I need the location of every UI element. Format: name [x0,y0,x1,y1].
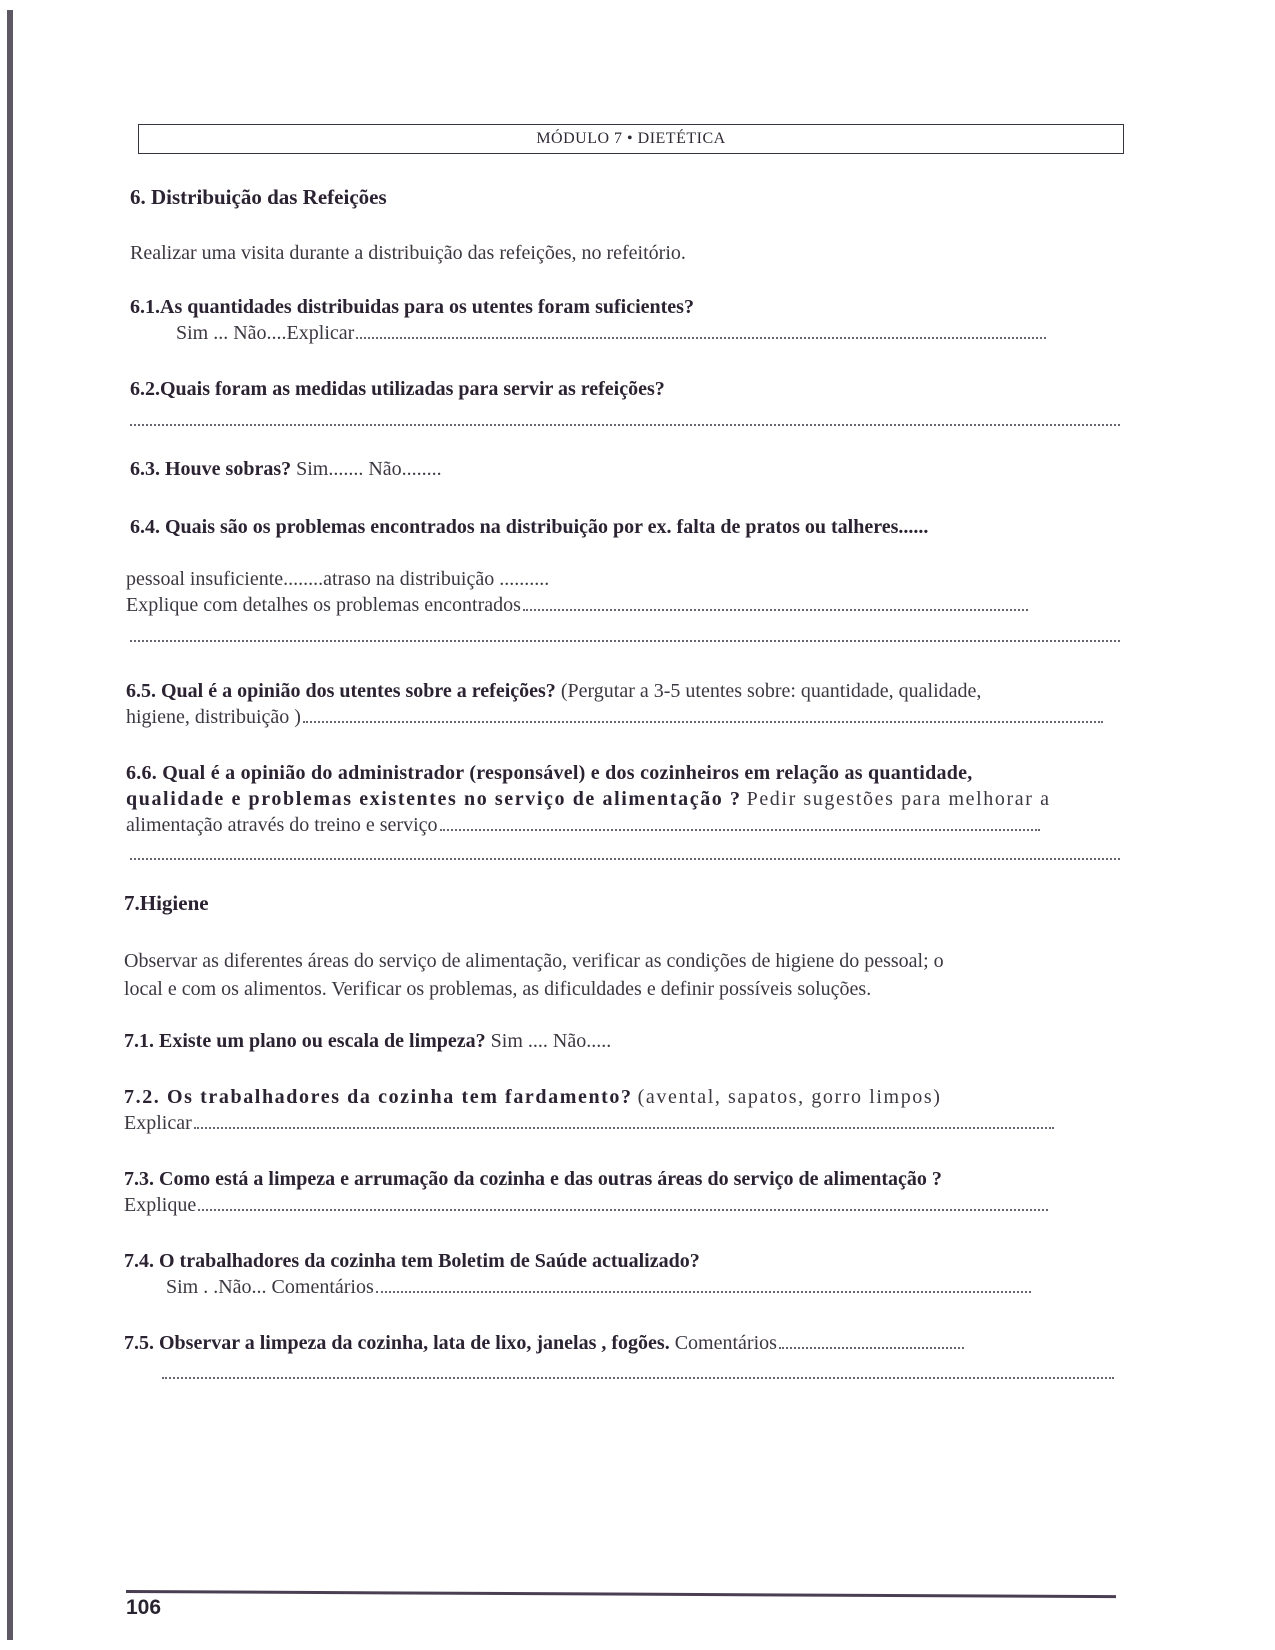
question-6-4-options[interactable]: pessoal insuficiente........atraso na distribuição .......... [126,568,550,590]
question-7-2-text: 7.2. Os trabalhadores da cozinha tem fardamento? [124,1086,633,1108]
answer-6-4-dotted-line-2[interactable] [130,640,1120,642]
question-6-3-text: 6.3. Houve sobras? [130,458,292,480]
answer-7-2-dotted-line[interactable] [194,1125,1054,1129]
question-6-6-line-1: 6.6. Qual é a opinião do administrador (responsável) e dos cozinheiros em relação as quantidade, [126,762,973,784]
question-6-6-line-2 [126,786,1116,813]
question-6-5 [126,678,1116,705]
answer-7-5-dotted-line-2[interactable] [162,1377,1114,1379]
answer-6-5[interactable] [126,704,1116,731]
answer-7-2[interactable] [124,1110,1114,1137]
answer-6-6-dotted-line[interactable] [440,827,1040,831]
answer-7-4-prompt: Sim . .Não... Comentários [166,1276,374,1298]
question-6-5-note: (Pergutar a 3-5 utentes sobre: quantidade, qualidade, [560,680,982,702]
question-7-1 [124,1028,1114,1055]
question-7-1-text: 7.1. Existe um plano ou escala de limpeza? [124,1030,486,1052]
section-6-intro: Realizar uma visita durante a distribuição das refeições, no refeitório. [130,242,686,264]
answer-6-1-prompt: Sim ... Não....Explicar [176,322,355,344]
answer-7-1-prompt[interactable]: Sim .... Não..... [490,1030,612,1052]
answer-7-3[interactable] [124,1192,1114,1219]
module-header [138,124,1124,154]
section-7-title: 7.Higiene [124,891,209,915]
answer-6-4[interactable] [126,592,1116,619]
answer-7-4-dotted-line[interactable] [376,1289,1031,1293]
question-6-3 [130,456,1120,483]
answer-6-1[interactable] [130,320,1166,347]
section-7-intro-line-2: local e com os alimentos. Verificar os problemas, as dificuldades e definir possíveis soluções. [124,978,872,1000]
question-7-5 [124,1330,1114,1357]
answer-6-2-dotted-line[interactable] [130,424,1120,426]
section-6-title: 6. Distribuição das Refeições [130,185,387,209]
answer-7-4[interactable] [120,1274,1156,1301]
answer-6-5-dotted-line[interactable] [303,719,1103,723]
question-7-3: 7.3. Como está a limpeza e arrumação da cozinha e das outras áreas do serviço de alimentação ? [124,1168,942,1190]
answer-7-5-dotted-line[interactable] [779,1345,964,1349]
question-7-2 [124,1084,1114,1111]
question-6-1: 6.1.As quantidades distribuidas para os utentes foram suficientes? [130,296,694,318]
question-6-6-note: Pedir sugestões para melhorar a [746,788,1051,810]
question-6-2: 6.2.Quais foram as medidas utilizadas para servir as refeições? [130,378,665,400]
answer-7-3-dotted-line[interactable] [198,1207,1048,1211]
question-6-4: 6.4. Quais são os problemas encontrados na distribuição por ex. falta de pratos ou talheres...... [130,516,929,538]
scan-binding-edge [7,10,13,1640]
answer-7-3-prompt: Explique [124,1194,197,1216]
question-7-4: 7.4. O trabalhadores da cozinha tem Boletim de Saúde actualizado? [124,1250,700,1272]
module-title: MÓDULO 7 • DIETÉTICA [536,130,726,147]
answer-6-6-dotted-line-2[interactable] [130,858,1120,860]
answer-6-4-dotted-line[interactable] [523,607,1028,611]
question-6-5-text: 6.5. Qual é a opinião dos utentes sobre a refeições? [126,680,556,702]
question-6-6-text-2: qualidade e problemas existentes no serviço de alimentação ? [126,788,742,810]
question-7-2-note: (avental, sapatos, gorro limpos) [637,1086,942,1108]
answer-6-6[interactable] [126,812,1116,839]
page-number: 106 [126,1596,162,1619]
question-6-5-note-cont: higiene, distribuição ) [126,706,301,728]
section-7-intro-line-1: Observar as diferentes áreas do serviço de alimentação, verificar as condições de higiene do pessoal; o [124,950,944,972]
footer-rule [126,1590,1116,1598]
answer-6-4-prompt: Explique com detalhes os problemas encontrados [126,594,521,616]
question-7-5-text: 7.5. Observar a limpeza da cozinha, lata de lixo, janelas , fogões. [124,1332,670,1354]
answer-6-1-dotted-line[interactable] [356,335,1046,339]
answer-7-2-prompt: Explicar [124,1112,192,1134]
answer-7-5-prompt[interactable]: Comentários [674,1332,777,1354]
question-6-6-note-cont: alimentação através do treino e serviço [126,814,438,836]
answer-6-3-prompt[interactable]: Sim....... Não........ [296,458,442,480]
